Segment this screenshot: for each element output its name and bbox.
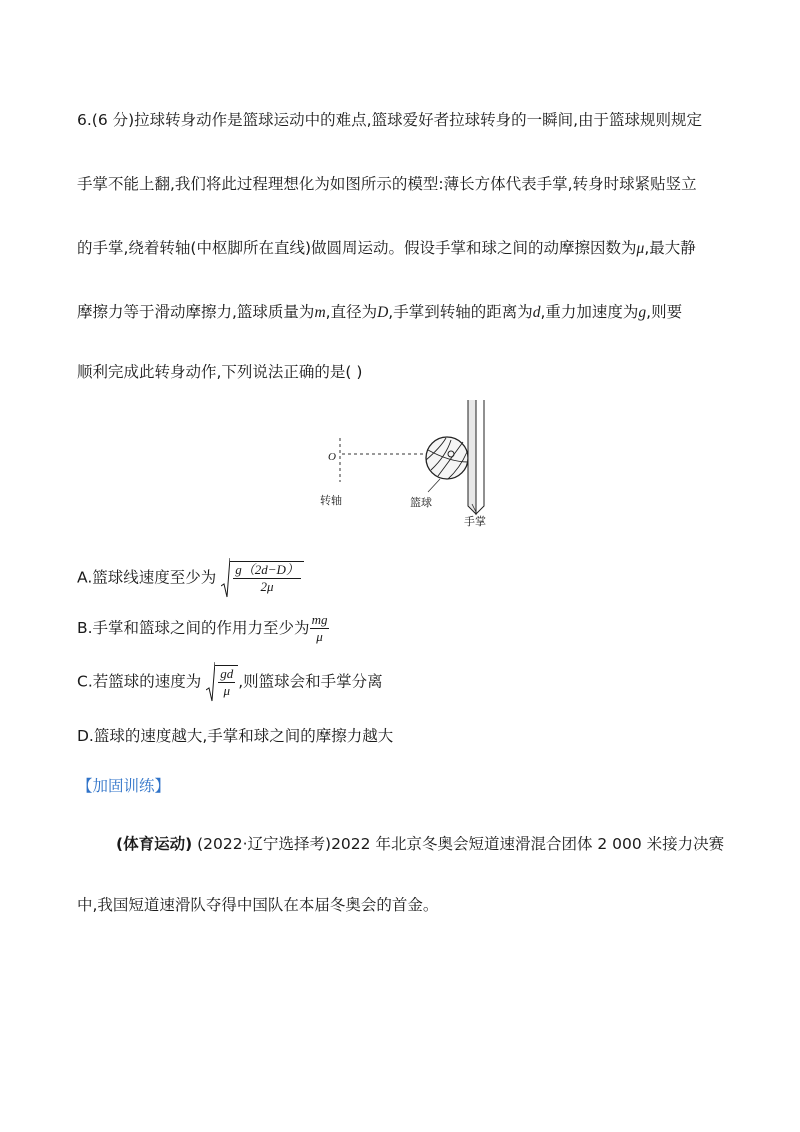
symbol-m: m: [314, 304, 326, 321]
option-c-text: C.若篮球的速度为: [77, 672, 202, 691]
ball-leader: [428, 479, 440, 492]
question-line-3-text: 的手掌,绕着转轴(中枢脚所在直线)做圆周运动。假设手掌和球之间的动摩擦因数为: [77, 239, 637, 257]
label-palm: 手掌: [464, 515, 486, 528]
fraction-b-num: mg: [311, 612, 328, 627]
ball-palm-diagram: [300, 400, 510, 530]
extra-line-1: [116, 832, 724, 854]
fraction-b-den: μ: [316, 629, 323, 644]
symbol-D: D: [377, 304, 389, 321]
option-c-suffix: ,则篮球会和手掌分离: [238, 672, 383, 691]
label-O: O: [328, 451, 336, 463]
question-line-2: 手掌不能上翻,我们将此过程理想化为如图所示的模型:薄长方体代表手掌,转身时球紧贴竖立: [77, 175, 697, 193]
fraction-b: [310, 612, 330, 645]
fraction-a-num: g（2d−D）: [235, 562, 299, 577]
sqrt-sign-icon: [206, 662, 215, 702]
basketball-icon: [426, 437, 468, 479]
symbol-g: g: [638, 304, 647, 321]
sqrt-sign-icon: [221, 558, 230, 598]
question-line-4-part-1: ,直径为: [325, 303, 378, 321]
question-line-4: [77, 300, 682, 322]
extra-line-1-text: (2022·辽宁选择考)2022 年北京冬奥会短道速滑混合团体 2 000 米接力决赛: [192, 835, 725, 853]
question-line-5: 顺利完成此转身动作,下列说法正确的是( ): [77, 363, 363, 381]
label-ball: 篮球: [410, 496, 432, 509]
option-a-text: A.篮球线速度至少为: [77, 568, 217, 587]
sqrt-a: [221, 558, 304, 598]
question-line-4-text: 摩擦力等于滑动摩擦力,篮球质量为: [77, 303, 315, 321]
fraction-a-den: 2μ: [260, 579, 274, 594]
question-line-4-part-2: ,手掌到转轴的距离为: [388, 303, 533, 321]
symbol-mu: μ: [636, 240, 645, 257]
option-d: D.篮球的速度越大,手掌和球之间的摩擦力越大: [77, 727, 394, 745]
option-b: [77, 612, 329, 645]
question-line-3-tail: ,最大静: [644, 239, 696, 257]
physics-diagram: [300, 400, 510, 534]
extra-line-2: 中,我国短道速滑队夺得中国队在本届冬奥会的首金。: [77, 896, 439, 914]
fraction-c-num: gd: [220, 666, 234, 681]
option-c: [77, 662, 383, 702]
symbol-d: d: [532, 304, 541, 321]
option-b-text: B.手掌和篮球之间的作用力至少为: [77, 619, 310, 637]
palm-board: [468, 400, 484, 514]
question-line-3: [77, 236, 696, 258]
fraction-a: [233, 562, 301, 595]
extra-tag: (体育运动): [116, 835, 193, 853]
label-axis: 转轴: [320, 494, 342, 507]
question-line-1: 6.(6 分)拉球转身动作是篮球运动中的难点,篮球爱好者拉球转身的一瞬间,由于篮球规则规定: [77, 111, 703, 129]
fraction-c: [218, 666, 235, 699]
section-title: 【加固训练】: [77, 777, 171, 795]
question-line-4-part-3: ,重力加速度为: [540, 303, 639, 321]
fraction-c-den: μ: [223, 683, 230, 698]
option-a: [77, 558, 304, 598]
question-line-4-part-4: ,则要: [646, 303, 683, 321]
sqrt-c: [206, 662, 238, 702]
